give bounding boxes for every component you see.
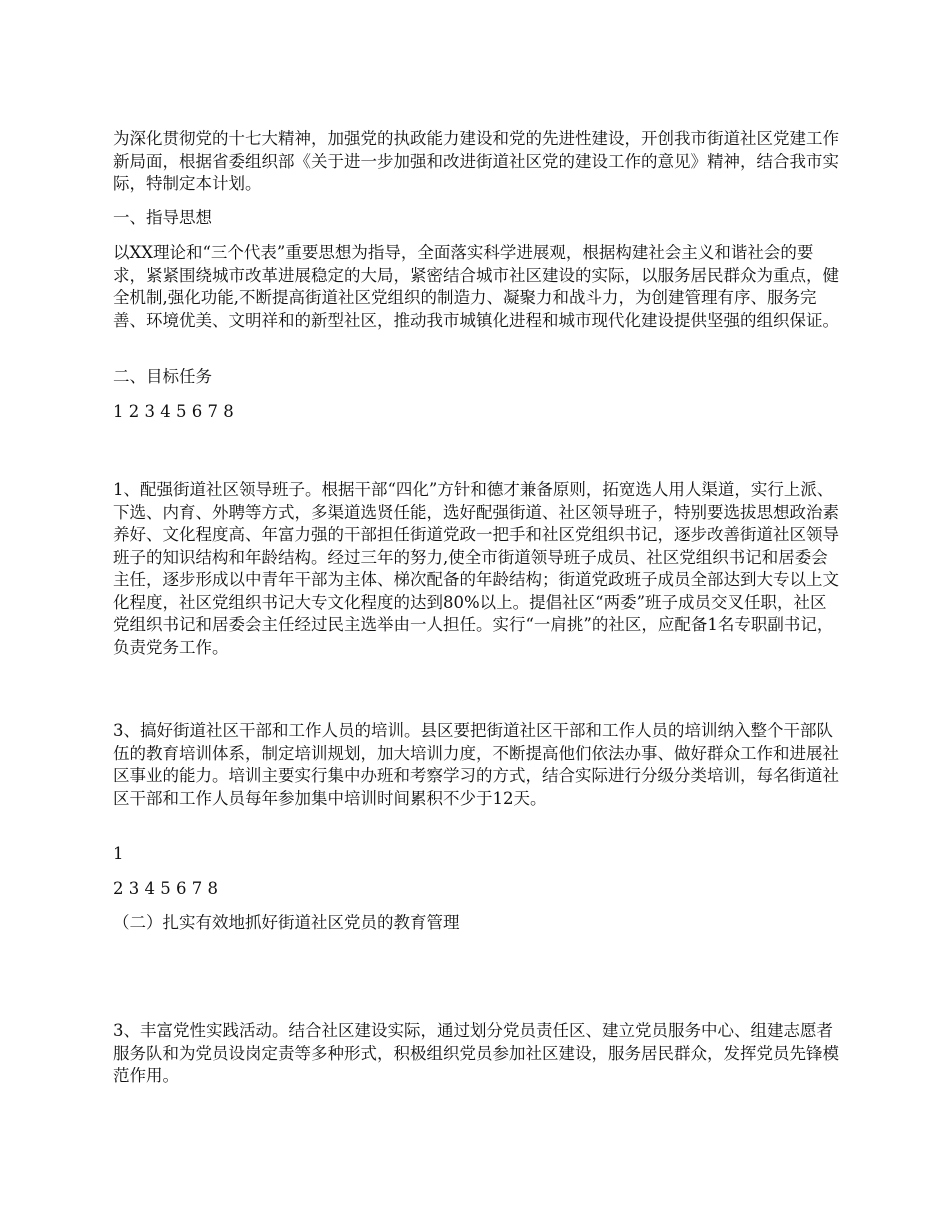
intro-paragraph: 为深化贯彻党的十七大精神，加强党的执政能力建设和党的先进性建设，开创我市街道社区党建工作新局面，根据省委组织部《关于进一步加强和改进街道社区党的建设工作的意见》精神，结合我市实际，特制定本计划。 xyxy=(113,129,839,193)
item-3-practice-paragraph: 3、丰富党性实践活动。结合社区建设实际，通过划分党员责任区、建立党员服务中心、组建志愿者服务队和为党员设岗定责等多种形式，积极组织党员参加社区建设，服务居民群众，发挥党员先锋模范作用。 xyxy=(113,1021,839,1085)
section-heading-goals: 二、目标任务 xyxy=(113,367,212,386)
page-numbers-line: 1 2 3 4 5 6 7 8 xyxy=(113,402,234,421)
item-3-training-paragraph: 3、搞好街道社区干部和工作人员的培训。县区要把街道社区干部和工作人员的培训纳入整个干部队伍的教育培训体系，制定培训规划，加大培训力度，不断提高他们依法办事、做好群众工作和进展社区事业的能力。培训主要实行集中办班和考察学习的方式，结合实际进行分级分类培训，每名街道社区干部和工作人员每年参加集中培训时间累积不少于12天。 xyxy=(113,721,839,808)
guiding-thought-paragraph: 以XX理论和“三个代表”重要思想为指导，全面落实科学进展观，根据构建社会主义和谐社会的要求，紧紧围绕城市改革进展稳定的大局，紧密结合城市社区建设的实际，以服务居民群众为重点，健全机制,强化功能,不断提高街道社区党组织的制造力、凝聚力和战斗力，为创建管理有序、服务完善、环境优美、文明祥和的新型社区，推动我市城镇化进程和城市现代化建设提供坚强的组织保证。 xyxy=(113,243,839,330)
page-number-single: 1 xyxy=(113,844,124,863)
section-heading-guiding-thought: 一、指导思想 xyxy=(113,208,212,227)
subheading-party-member-education: （二）扎实有效地抓好街道社区党员的教育管理 xyxy=(113,913,460,932)
item-1-paragraph: 1、配强街道社区领导班子。根据干部“四化”方针和德才兼备原则，拓宽选人用人渠道，实行上派、下选、内育、外聘等方式，多渠道选贤任能，选好配强街道、社区领导班子，特别要选拔思想政治素养好、文化程度高、年富力强的干部担任街道党政一把手和社区党组织书记，逐步改善街道社区领导班子的知识结构和年龄结构。经过三年的努力,使全市街道领导班子成员、社区党组织书记和居委会主任，逐步形成以中青年干部为主体、梯次配备的年龄结构；街道党政班子成员全部达到大专以上文化程度，社区党组织书记大专文化程度的达到80%以上。提倡社区“两委”班子成员交叉任职，社区党组织书记和居委会主任经过民主选举由一人担任。实行“一肩挑”的社区，应配备1名专职副书记，负责党务工作。 xyxy=(113,480,839,657)
page-numbers-line-2: 2 3 4 5 6 7 8 xyxy=(113,879,218,898)
